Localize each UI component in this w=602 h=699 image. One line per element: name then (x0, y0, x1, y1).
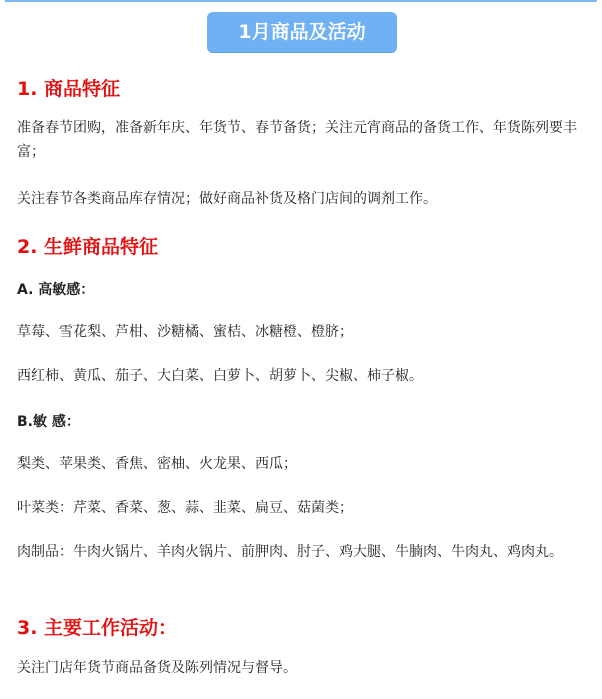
group-label-high-sensitivity: A. 高敏感： (17, 282, 95, 298)
group-label-sensitivity: B.敏 感： (17, 414, 80, 430)
paragraph-meat-products: 肉制品：牛肉火锅片、羊肉火锅片、前胛肉、肘子、鸡大腿、牛腩肉、牛肉丸、鸡肉丸。 (17, 544, 563, 560)
paragraph-supervision: 关注门店年货节商品备货及陈列情况与督导。 (17, 660, 297, 676)
paragraph-fruits: 梨类、苹果类、香焦、密柚、火龙果、西瓜； (17, 456, 297, 472)
section-heading-main-activities: 3. 主要工作活动： (17, 617, 178, 639)
paragraph-leafy-vegetables: 叶菜类：芹菜、香菜、葱、蒜、韭菜、扁豆、菇菌类； (17, 500, 353, 516)
paragraph-inventory: 关注春节各类商品库存情况；做好商品补货及格门店间的调剂工作。 (17, 191, 437, 207)
paragraph-vegetables-high: 西红柿、黄瓜、茄子、大白菜、白萝卜、胡萝卜、尖椒、柿子椒。 (17, 368, 423, 384)
paragraph-spring-festival-prep: 准备春节团购，准备新年庆、年货节、春节备货；关注元宵商品的备货工作、年货陈列要丰富； (17, 120, 577, 160)
section-heading-product-features: 1. 商品特征 (17, 78, 121, 100)
section-heading-fresh-goods: 2. 生鲜商品特征 (17, 236, 159, 258)
top-border (5, 0, 597, 2)
paragraph-fruits-high: 草莓、雪花梨、芦柑、沙糖橘、蜜桔、冰糖橙、橙脐； (17, 324, 353, 340)
page-title: 1月商品及活动 (207, 12, 397, 52)
